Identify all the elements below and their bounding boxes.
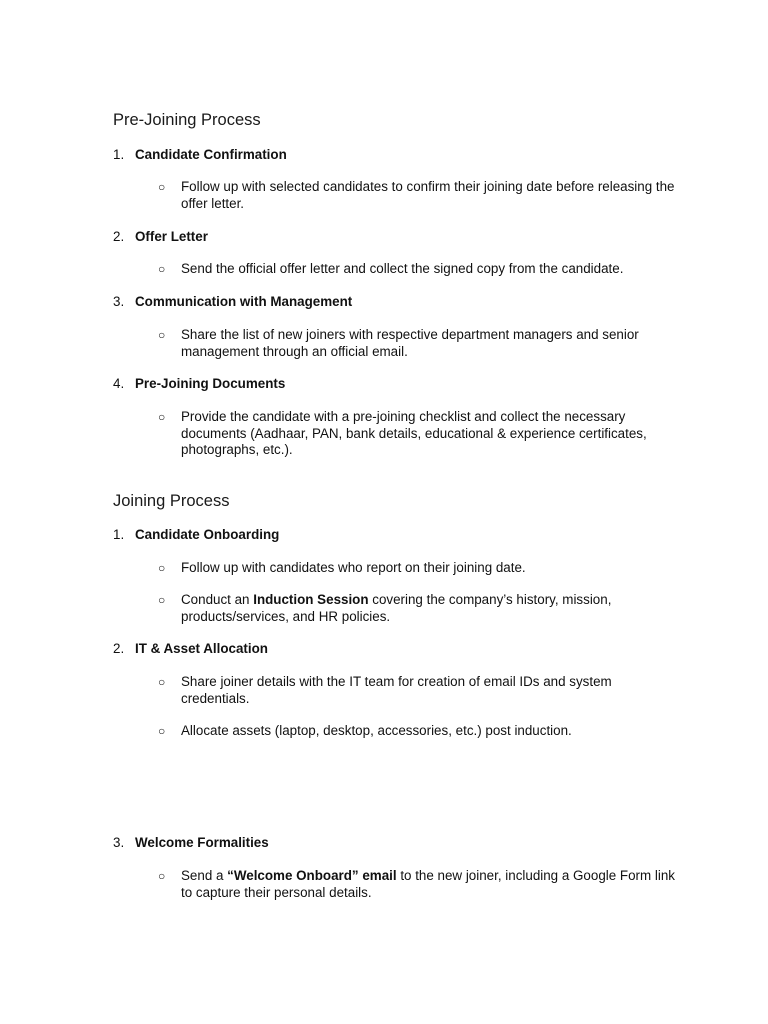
circle-bullet-icon: ○ [158, 869, 166, 883]
bullet-text: Send the official offer letter and collect the signed copy from the candidate. [181, 261, 624, 276]
bold-phrase: “Welcome Onboard” email [227, 868, 397, 883]
item-title: Communication with Management [135, 294, 353, 309]
circle-bullet-icon: ○ [158, 593, 166, 607]
circle-bullet-icon: ○ [158, 328, 166, 342]
circle-bullet-icon: ○ [158, 561, 166, 575]
item-title: Candidate Onboarding [135, 527, 280, 542]
bullet-item [158, 409, 678, 459]
bullet-text: Follow up with candidates who report on their joining date. [181, 560, 526, 575]
bullet-item [158, 592, 678, 625]
circle-bullet-icon: ○ [158, 262, 166, 276]
bullet-text: Share joiner details with the IT team for creation of email IDs and system credentials. [181, 674, 612, 706]
item-title: IT & Asset Allocation [135, 641, 268, 656]
circle-bullet-icon: ○ [158, 410, 166, 424]
bullet-text: Allocate assets (laptop, desktop, accessories, etc.) post induction. [181, 723, 572, 738]
circle-bullet-icon: ○ [158, 724, 166, 738]
item-title: Welcome Formalities [135, 835, 269, 850]
circle-bullet-icon: ○ [158, 675, 166, 689]
list-item-it-asset-allocation [113, 641, 268, 656]
bullet-text: Provide the candidate with a pre-joining checklist and collect the necessary documents (Aadhaar, PAN, bank details, educational & experience certificates, photographs, etc.). [181, 409, 647, 457]
item-number: 2. [113, 229, 125, 244]
bullet-item [158, 723, 678, 740]
item-number: 1. [113, 527, 125, 542]
bullet-text: Send a “Welcome Onboard” email to the new joiner, including a Google Form link to capture their personal details. [181, 868, 675, 900]
item-title: Candidate Confirmation [135, 147, 287, 162]
item-number: 2. [113, 641, 125, 656]
item-title: Offer Letter [135, 229, 208, 244]
bullet-text: Follow up with selected candidates to confirm their joining date before releasing the offer letter. [181, 179, 675, 211]
item-title: Pre-Joining Documents [135, 376, 286, 391]
item-number: 1. [113, 147, 125, 162]
bullet-item [158, 868, 678, 901]
list-item-candidate-confirmation [113, 147, 287, 162]
item-number: 4. [113, 376, 125, 391]
bullet-text: Conduct an Induction Session covering the company’s history, mission, products/services, and HR policies. [181, 592, 612, 624]
list-item-welcome-formalities [113, 835, 269, 850]
bullet-item [158, 327, 678, 360]
bullet-text: Share the list of new joiners with respective department managers and senior management through an official email. [181, 327, 639, 359]
list-item-pre-joining-documents [113, 376, 285, 391]
list-item-communication-with-management [113, 294, 352, 309]
bullet-item [158, 560, 678, 577]
section-title-joining: Joining Process [113, 492, 230, 510]
bullet-item [158, 674, 678, 707]
circle-bullet-icon: ○ [158, 180, 166, 194]
list-item-offer-letter [113, 229, 208, 244]
list-item-candidate-onboarding [113, 527, 279, 542]
bold-phrase: Induction Session [253, 592, 369, 607]
section-title-pre-joining: Pre-Joining Process [113, 111, 261, 129]
item-number: 3. [113, 835, 125, 850]
bullet-item [158, 261, 678, 278]
bullet-item [158, 179, 678, 212]
item-number: 3. [113, 294, 125, 309]
